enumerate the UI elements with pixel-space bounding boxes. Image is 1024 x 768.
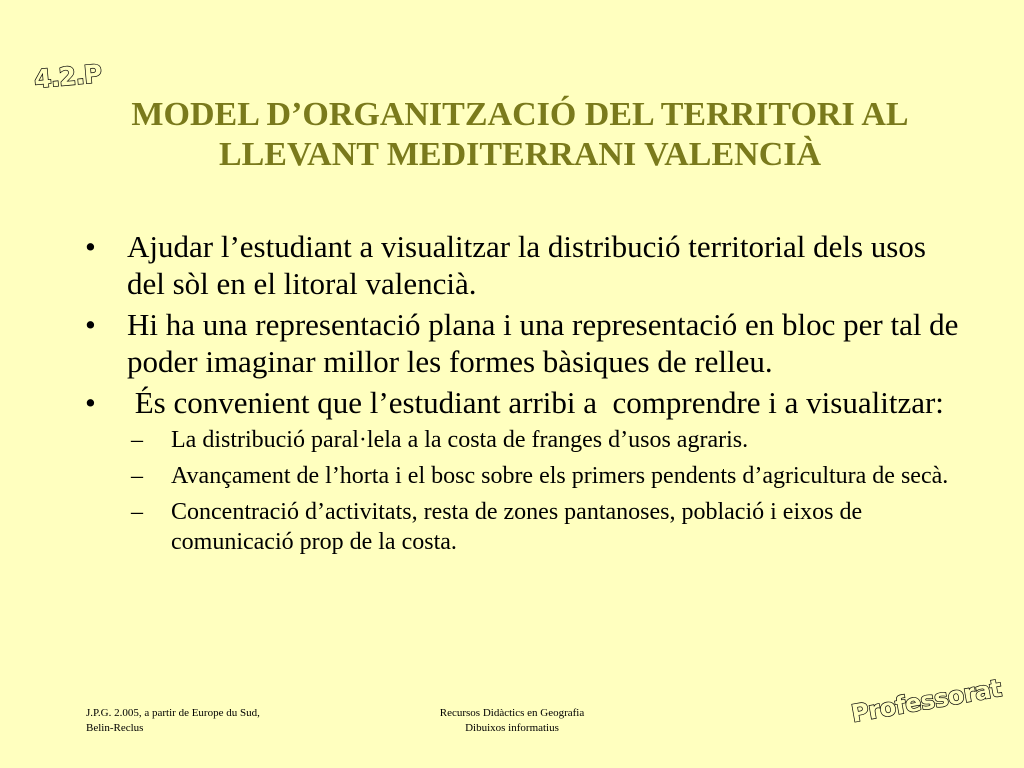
bullet-item <box>85 306 965 380</box>
footer-source-line-1: J.P.G. 2.005, a partir de Europe du Sud, <box>86 707 260 719</box>
bullet-item <box>85 228 965 302</box>
sub-bullet-mark: – <box>131 427 143 453</box>
sub-bullet-item <box>85 425 965 455</box>
bullet-mark: • <box>85 307 96 342</box>
footer-source <box>86 706 260 736</box>
bullet-text: És convenient que l’estudiant arribi a comprendre i a visualitzar: <box>127 385 944 420</box>
slide-content <box>85 228 965 563</box>
sub-bullet-item <box>85 497 965 557</box>
slide-title-line-2: LLEVANT MEDITERRANI VALENCIÀ <box>218 136 822 173</box>
sub-bullet-text: La distribució paral·lela a la costa de franges d’usos agraris. <box>171 427 749 453</box>
bullet-item <box>85 384 965 421</box>
slide-title <box>80 95 960 175</box>
sub-bullet-text: Concentració d’activitats, resta de zones pantanoses, població i eixos de comunicació prop de la costa. <box>171 499 863 555</box>
footer-source-line-2: Belin-Reclus <box>86 722 144 734</box>
footer-collection-line-2: Dibuixos informatius <box>465 722 559 734</box>
bullet-text: Ajudar l’estudiant a visualitzar la distribució territorial dels usos del sòl en el litoral valencià. <box>127 229 926 301</box>
bullet-mark: • <box>85 385 96 420</box>
slide-number-badge: 4.2.P <box>32 59 103 94</box>
professorat-stamp: Professorat <box>849 674 1004 728</box>
sub-bullet-mark: – <box>131 463 143 489</box>
sub-bullet-text: Avançament de l’horta i el bosc sobre els primers pendents d’agricultura de secà. <box>171 463 949 489</box>
sub-bullet-item <box>85 461 965 491</box>
sub-bullet-mark: – <box>131 499 143 525</box>
slide-title-line-1: MODEL D’ORGANITZACIÓ DEL TERRITORI AL <box>131 96 909 133</box>
footer-collection <box>398 706 626 736</box>
footer-collection-line-1: Recursos Didàctics en Geografia <box>439 707 585 719</box>
bullet-text: Hi ha una representació plana i una representació en bloc per tal de poder imaginar millor les formes bàsiques de relleu. <box>127 307 959 379</box>
bullet-mark: • <box>85 229 96 264</box>
